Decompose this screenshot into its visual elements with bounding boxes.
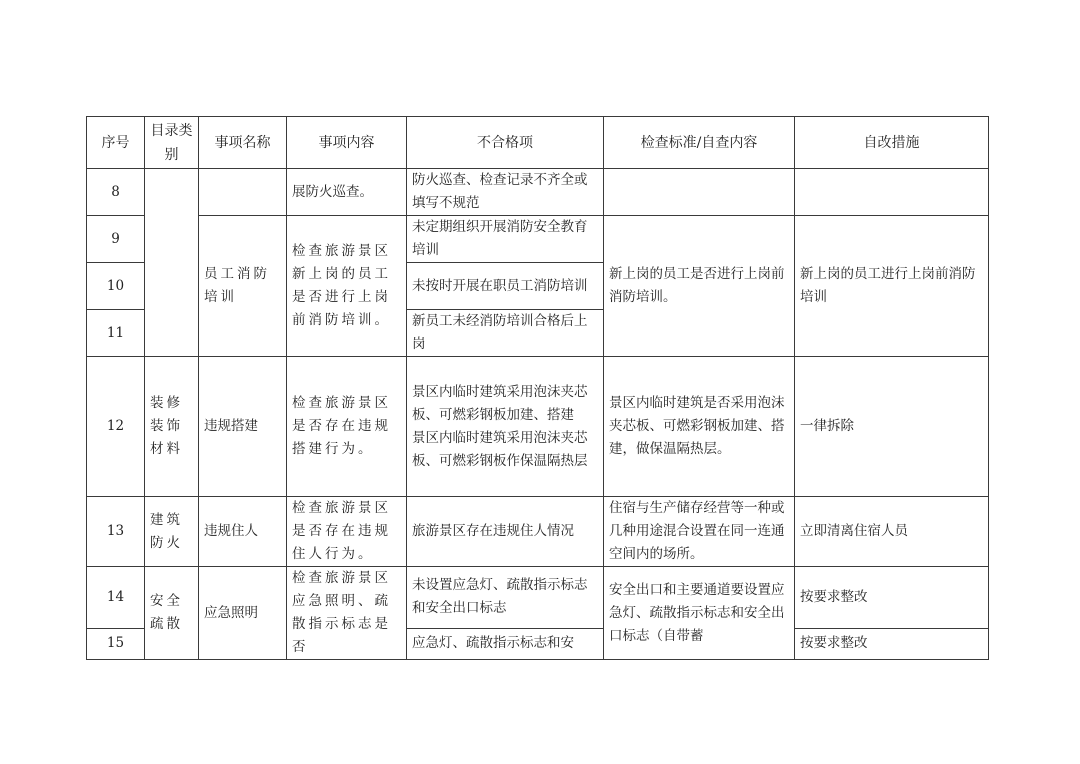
nonconformity-cell: 未设置应急灯、疏散指示标志和安全出口标志	[407, 567, 604, 629]
seq-cell: 14	[87, 567, 145, 629]
header-nonconformity: 不合格项	[407, 117, 604, 169]
header-standard: 检查标准/自查内容	[604, 117, 795, 169]
item-content-cell: 检查旅游景区新上岗的员工是否进行上岗前消防培训。	[287, 216, 407, 357]
category-cell: 装修装饰材料	[145, 357, 199, 497]
header-row	[87, 117, 989, 169]
header-category: 目录类别	[145, 117, 199, 169]
standard-cell: 景区内临时建筑是否采用泡沫夹芯板、可燃彩钢板加建、搭建，做保温隔热层。	[604, 357, 795, 497]
seq-cell: 13	[87, 497, 145, 567]
header-item-content: 事项内容	[287, 117, 407, 169]
nonconformity-cell: 未按时开展在职员工消防培训	[407, 263, 604, 310]
nonconformity-cell: 应急灯、疏散指示标志和安	[407, 628, 604, 659]
seq-cell: 15	[87, 628, 145, 659]
item-name-cell: 违规搭建	[199, 357, 287, 497]
category-cell	[145, 169, 199, 357]
item-content-cell: 展防火巡查。	[287, 169, 407, 216]
table-row	[87, 357, 989, 497]
inspection-table	[86, 116, 989, 660]
table-row	[87, 497, 989, 567]
measure-cell: 立即清离住宿人员	[795, 497, 989, 567]
nonconformity-cell: 景区内临时建筑采用泡沫夹芯板、可燃彩钢板加建、搭建 景区内临时建筑采用泡沫夹芯板、可燃彩钢板作保温隔热层	[407, 357, 604, 497]
standard-cell	[604, 169, 795, 216]
standard-cell: 新上岗的员工是否进行上岗前消防培训。	[604, 216, 795, 357]
measure-cell: 按要求整改	[795, 567, 989, 629]
table-row	[87, 567, 989, 629]
item-content-cell: 检查旅游景区是否存在违规住人行为。	[287, 497, 407, 567]
measure-cell	[795, 169, 989, 216]
standard-cell: 安全出口和主要通道要设置应急灯、疏散指示标志和安全出口标志（自带蓄	[604, 567, 795, 660]
seq-cell: 11	[87, 310, 145, 357]
seq-cell: 8	[87, 169, 145, 216]
standard-cell: 住宿与生产储存经营等一种或几种用途混合设置在同一连通空间内的场所。	[604, 497, 795, 567]
seq-cell: 12	[87, 357, 145, 497]
header-measure: 自改措施	[795, 117, 989, 169]
header-item-name: 事项名称	[199, 117, 287, 169]
nonconformity-cell: 新员工未经消防培训合格后上岗	[407, 310, 604, 357]
category-cell: 建筑防火	[145, 497, 199, 567]
item-name-cell: 应急照明	[199, 567, 287, 660]
nonconformity-cell: 防火巡查、检查记录不齐全或填写不规范	[407, 169, 604, 216]
measure-cell: 一律拆除	[795, 357, 989, 497]
measure-cell: 新上岗的员工进行上岗前消防培训	[795, 216, 989, 357]
item-name-cell: 违规住人	[199, 497, 287, 567]
header-seq: 序号	[87, 117, 145, 169]
item-content-cell: 检查旅游景区应急照明、疏散指示标志是否	[287, 567, 407, 660]
seq-cell: 10	[87, 263, 145, 310]
item-name-cell: 员工消防培训	[199, 216, 287, 357]
table-row	[87, 216, 989, 263]
nonconformity-cell: 旅游景区存在违规住人情况	[407, 497, 604, 567]
item-name-cell	[199, 169, 287, 216]
table-row	[87, 169, 989, 216]
item-content-cell: 检查旅游景区是否存在违规搭建行为。	[287, 357, 407, 497]
nonconformity-cell: 未定期组织开展消防安全教育培训	[407, 216, 604, 263]
category-cell: 安全疏散	[145, 567, 199, 660]
measure-cell: 按要求整改	[795, 628, 989, 659]
seq-cell: 9	[87, 216, 145, 263]
